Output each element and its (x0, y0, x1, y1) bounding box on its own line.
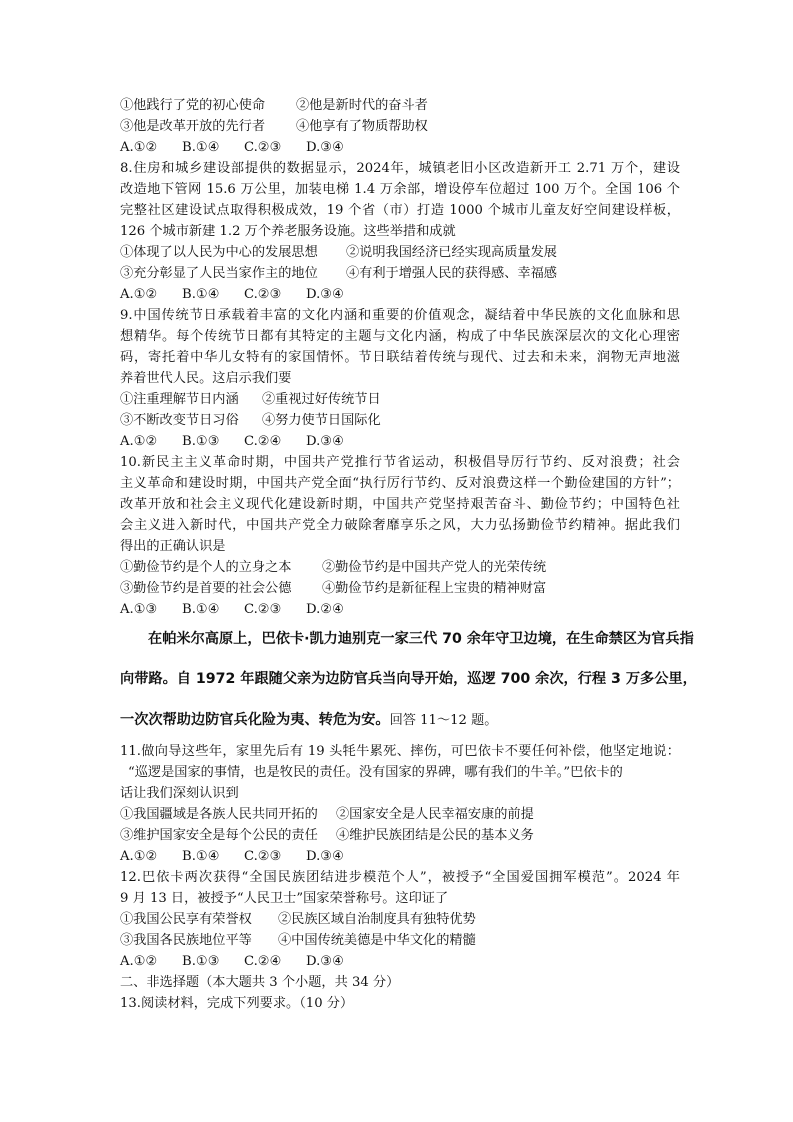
q9-stem-line-2: 想精华。每个传统节日都有其特定的主题与文化内涵，构成了中华民族深层次的文化心理密 (120, 329, 680, 344)
q8-stem-line-3: 完整社区建设试点取得积极成效，19 个省（市）打造 1000 个城市儿童友好空间建设样板， (120, 203, 680, 218)
q7-choice-3: ③他是改革开放的先行者 (120, 119, 266, 134)
q11-stem-line-2: “巡逻是国家的事情，也是牧民的责任。没有国家的界碑，哪有我们的牛羊。”巴依卡的 (128, 765, 623, 780)
q10-stem-line-2: 主义革命和建设时期，中国共产党全面“执行厉行节约、反对浪费这样一个勤俭建国的方针”； (120, 476, 680, 491)
q9-options (120, 432, 680, 452)
q10-options (120, 600, 680, 620)
q12-choice-2: ②民族区域自治制度具有独特优势 (278, 912, 476, 927)
q9-choices-row-2 (120, 411, 680, 431)
q11-choice-4: ④维护民族团结是公民的基本义务 (336, 828, 534, 843)
q12-stem-line-1: 12.巴依卡两次获得“全国民族团结进步模范个人”，被授予“全国爱国拥军模范”。2024 年 (120, 870, 680, 885)
q11-choice-3: ③维护国家安全是每个公民的责任 (120, 828, 318, 843)
q9-option-a[interactable]: A.①② (120, 434, 158, 449)
q12-choices-row-1 (120, 910, 680, 930)
q7-choices-row-1 (120, 96, 680, 116)
q7-option-c[interactable]: C.②③ (244, 140, 282, 155)
q11-choice-2: ②国家安全是人民幸福安康的前提 (336, 807, 534, 822)
q13-stem: 13.阅读材料，完成下列要求。（10 分） (120, 996, 354, 1011)
q8-option-b[interactable]: B.①④ (182, 287, 220, 302)
q9-choice-3: ③不断改变节日习俗 (120, 413, 239, 428)
q9-stem-line-3: 码，寄托着中华儿女特有的家国情怀。节日联结着传统与现代、过去和未来，润物无声地滋 (120, 350, 680, 365)
q8-option-c[interactable]: C.②③ (244, 287, 282, 302)
q12-choice-3: ③我国各民族地位平等 (120, 933, 252, 948)
q10-choice-2: ②勤俭节约是中国共产党人的光荣传统 (322, 560, 547, 575)
q7-option-b[interactable]: B.①④ (182, 140, 220, 155)
q11-option-c[interactable]: C.②③ (244, 849, 282, 864)
q10-stem-line-3: 改革开放和社会主义现代化建设新时期，中国共产党坚持艰苦奋斗、勤俭节约；中国特色社 (120, 497, 680, 512)
q9-choice-1: ①注重理解节日内涵 (120, 392, 239, 407)
q10-stem-line-1: 10.新民主主义革命时期，中国共产党推行节省运动，积极倡导厉行节约、反对浪费；社会 (120, 455, 680, 470)
q7-choice-2: ②他是新时代的奋斗者 (296, 98, 428, 113)
q10-option-b[interactable]: B.①④ (182, 602, 220, 617)
q9-option-c[interactable]: C.②④ (244, 434, 282, 449)
q8-choices-row-1 (120, 243, 680, 263)
q7-option-d[interactable]: D.③④ (306, 140, 344, 155)
q8-stem-line-2: 改造地下管网 15.6 万公里，加装电梯 1.4 万余部，增设停车位超过 100 万个。全国 106 个 (120, 182, 680, 197)
q9-option-b[interactable]: B.①③ (182, 434, 220, 449)
q7-choices-row-2 (120, 117, 680, 137)
q11-stem-line-3: 话让我们深刻认识到 (120, 786, 239, 801)
q11-stem-line-1: 11.做向导这些年，家里先后有 19 头牦牛累死、摔伤，可巴依卡不要任何补偿，他坚定地说： (120, 744, 680, 759)
q10-choices-row-2 (120, 579, 680, 599)
q9-stem-line-4: 养着世代人民。这启示我们要 (120, 371, 292, 386)
section-2-title: 二、非选择题（本大题共 3 个小题，共 34 分） (120, 975, 400, 990)
q12-stem-line-2: 9 月 13 日，被授予“人民卫士”国家荣誉称号。这印证了 (120, 891, 449, 906)
q9-option-d[interactable]: D.③④ (306, 434, 344, 449)
material-line-1: 在帕米尔高原上，巴依卡·凯力迪别克一家三代 70 余年守卫边境，在生命禁区为官兵指 (148, 631, 694, 647)
q10-option-d[interactable]: D.②④ (306, 602, 344, 617)
q10-option-c[interactable]: C.②③ (244, 602, 282, 617)
q10-choice-4: ④勤俭节约是新征程上宝贵的精神财富 (322, 581, 547, 596)
q10-choice-1: ①勤俭节约是个人的立身之本 (120, 560, 292, 575)
q8-stem-line-1: 8.住房和城乡建设部提供的数据显示，2024年，城镇老旧小区改造新开工 2.71 万个，建设 (120, 161, 680, 176)
q12-option-d[interactable]: D.③④ (306, 954, 344, 969)
q9-choice-2: ②重视过好传统节日 (262, 392, 381, 407)
q8-choice-4: ④有利于增强人民的获得感、幸福感 (346, 266, 557, 281)
q10-choice-3: ③勤俭节约是首要的社会公德 (120, 581, 292, 596)
material-line-2: 向带路。自 1972 年跟随父亲为边防官兵当向导开始，巡逻 700 余次，行程 3 万多公里， (120, 671, 697, 687)
q12-options (120, 952, 680, 972)
q12-choice-1: ①我国公民享有荣誉权 (120, 912, 252, 927)
q11-option-b[interactable]: B.①④ (182, 849, 220, 864)
material-instruction: 回答 11～12 题。 (389, 713, 498, 728)
q8-options (120, 285, 680, 305)
q11-choices-row-2 (120, 826, 680, 846)
q9-stem-line-1: 9.中国传统节日承载着丰富的文化内涵和重要的价值观念，凝结着中华民族的文化血脉和思 (120, 308, 680, 323)
material-line-3-text: 一次次帮助边防官兵化险为夷、转危为安。 (120, 712, 390, 728)
q9-choice-4: ④努力使节日国际化 (262, 413, 381, 428)
q12-option-a[interactable]: A.①② (120, 954, 158, 969)
q12-choices-row-2 (120, 931, 680, 951)
q10-stem-line-5: 得出的正确认识是 (120, 539, 226, 554)
q8-option-d[interactable]: D.③④ (306, 287, 344, 302)
q8-option-a[interactable]: A.①② (120, 287, 158, 302)
q10-option-a[interactable]: A.①③ (120, 602, 158, 617)
q7-option-a[interactable]: A.①② (120, 140, 158, 155)
q10-stem-line-4: 会主义进入新时代，中国共产党全力破除奢靡享乐之风，大力弘扬勤俭节约精神。据此我们 (120, 518, 680, 533)
q11-options (120, 847, 680, 867)
q9-choices-row-1 (120, 390, 680, 410)
q12-option-c[interactable]: C.②④ (244, 954, 282, 969)
q8-choice-3: ③充分彰显了人民当家作主的地位 (120, 266, 318, 281)
q8-choice-1: ①体现了以人民为中心的发展思想 (120, 245, 318, 260)
q7-choice-4: ④他享有了物质帮助权 (296, 119, 428, 134)
q12-option-b[interactable]: B.①③ (182, 954, 220, 969)
q11-choice-1: ①我国疆域是各族人民共同开拓的 (120, 807, 318, 822)
q8-choices-row-2 (120, 264, 680, 284)
q7-choice-1: ①他践行了党的初心使命 (120, 98, 266, 113)
q11-choices-row-1 (120, 805, 680, 825)
q11-option-a[interactable]: A.①② (120, 849, 158, 864)
q7-options (120, 138, 680, 158)
q12-choice-4: ④中国传统美德是中华文化的精髓 (278, 933, 476, 948)
q10-choices-row-1 (120, 558, 680, 578)
q8-choice-2: ②说明我国经济已经实现高质量发展 (346, 245, 557, 260)
q8-stem-line-4: 126 个城市新建 1.2 万个养老服务设施。这些举措和成就 (120, 224, 456, 239)
material-line-3 (120, 709, 680, 731)
q11-option-d[interactable]: D.③④ (306, 849, 344, 864)
